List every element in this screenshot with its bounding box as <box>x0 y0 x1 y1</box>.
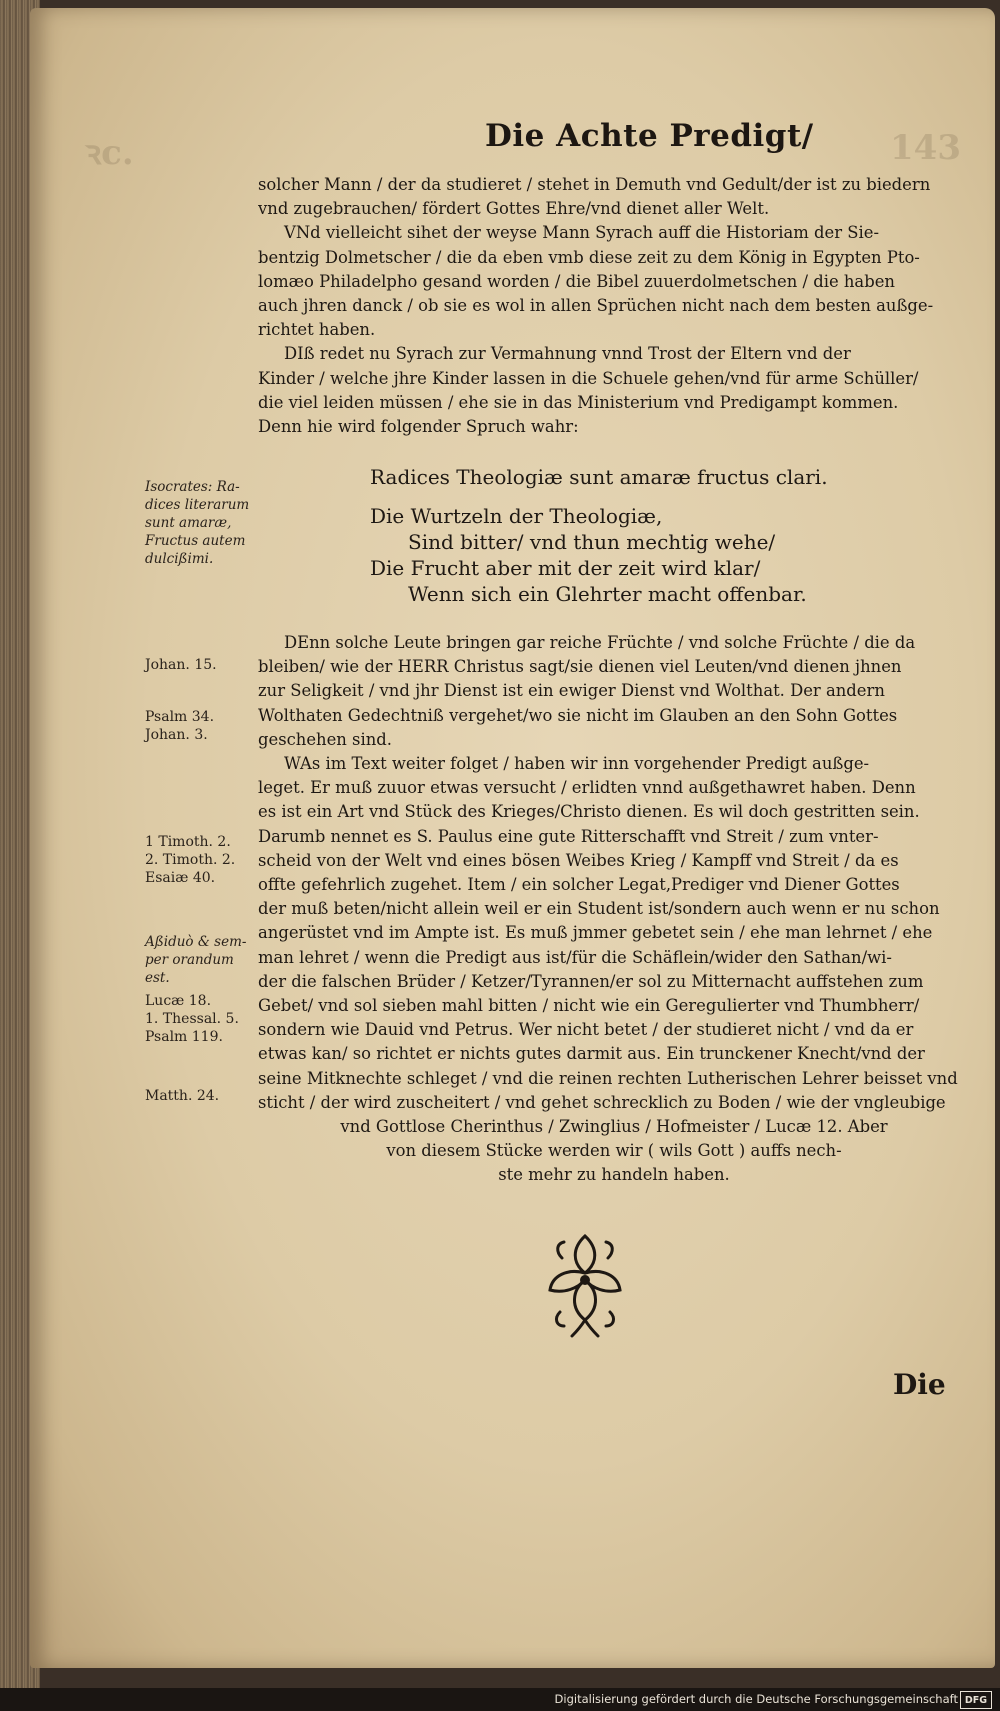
bleed-through-left: ꝛc. <box>85 133 134 173</box>
margin-line: Johan. 3. <box>145 727 208 743</box>
catchword: Die <box>893 1368 946 1401</box>
footer-credit: Digitalisierung gefördert durch die Deutsche Forschungsgemeinschaft <box>554 1692 958 1706</box>
margin-ref-psalm-34 <box>145 708 257 744</box>
margin-line: Matth. 24. <box>145 1088 220 1104</box>
text-line: bentzig Dolmetscher / die da eben vmb diese zeit zu dem König in Egypten Pto- <box>258 247 920 267</box>
margin-line: Psalm 34. <box>145 709 215 725</box>
text-line: etwas kan/ so richtet er nichts gutes darmit aus. Ein trunckener Knecht/vnd der <box>258 1044 925 1064</box>
margin-line: Isocrates: Ra- <box>145 479 240 495</box>
text-line: WAs im Text weiter folget / haben wir inn vorgehender Predigt außge- <box>284 754 870 774</box>
margin-ref-timoth <box>145 833 257 887</box>
verse-line: Sind bitter/ vnd thun mechtig wehe/ <box>408 530 776 554</box>
text-line: solcher Mann / der da studieret / stehet in Demuth vnd Gedult/der ist zu biedern <box>258 175 931 194</box>
text-line: seine Mitknechte schleget / vnd die reinen rechten Lutherischen Lehrer beisset vnd <box>258 1068 958 1088</box>
margin-line: Johan. 15. <box>145 657 217 673</box>
text-line: offte gefehrlich zugehet. Item / ein solcher Legat,Prediger vnd Diener Gottes <box>258 875 900 895</box>
text-line: scheid von der Welt vnd eines bösen Weibes Krieg / Kampff vnd Streit / da es <box>258 850 899 870</box>
margin-note-isocrates <box>145 478 257 568</box>
margin-line: 1. Thessal. 5. <box>145 1011 239 1027</box>
text-line: Kinder / welche jhre Kinder lassen in die Schuele gehen/vnd für arme Schüller/ <box>258 368 919 388</box>
text-line: angerüstet vnd im Ampte ist. Es muß jmmer gebetet sein / ehe man lehrnet / ehe <box>258 923 933 943</box>
margin-ref-johan-15 <box>145 656 257 674</box>
text-line: DEnn solche Leute bringen gar reiche Früchte / vnd solche Früchte / die da <box>284 633 916 652</box>
text-line: Wolthaten Gedechtniß vergehet/wo sie nicht im Glauben an den Sohn Gottes <box>258 705 898 725</box>
footer-bar <box>0 1688 1000 1711</box>
text-line: Gebet/ vnd sol sieben mahl bitten / nicht wie ein Geregulierter vnd Thumbherr/ <box>258 996 920 1016</box>
text-line: vnd zugebrauchen/ fördert Gottes Ehre/vnd dienet aller Welt. <box>258 199 770 219</box>
margin-line: sunt amaræ, <box>145 515 232 531</box>
margin-line: Fructus autem <box>145 533 246 549</box>
margin-line: Esaiæ 40. <box>145 870 216 886</box>
text-line: Darumb nennet es S. Paulus eine gute Ritterschafft vnd Streit / zum vnter- <box>258 826 879 846</box>
dfg-logo-icon: DFG <box>960 1691 992 1709</box>
closing-line: von diesem Stücke werden wir ( wils Gott ) auffs nech- <box>386 1141 842 1161</box>
text-line: man lehret / wenn die Predigt aus ist/für die Schäflein/wider den Sathan/wi- <box>258 947 892 967</box>
margin-note-assiduo <box>145 933 257 987</box>
bleed-through-right: 143 <box>890 128 961 168</box>
margin-line: Aßiduò & sem- <box>145 934 247 950</box>
text-line: sticht / der wird zuscheitert / vnd gehet schrecklich zu Boden / wie der vngleubige <box>258 1092 946 1112</box>
text-line: sondern wie Dauid vnd Petrus. Wer nicht betet / der studieret nicht / vnd da er <box>258 1020 914 1040</box>
margin-line: est. <box>145 970 170 986</box>
german-verse <box>370 503 807 607</box>
text-line: VNd vielleicht sihet der weyse Mann Syrach auff die Historiam der Sie- <box>284 223 879 243</box>
text-line: es ist ein Art vnd Stück des Krieges/Christo dienen. Es wil doch gestritten sein. <box>258 802 920 822</box>
margin-line: Lucæ 18. <box>145 993 212 1009</box>
page-title: Die Achte Predigt/ <box>485 118 814 154</box>
latin-verse: Radices Theologiæ sunt amaræ fructus clari. <box>370 465 828 489</box>
closing-line: vnd Gottlose Cherinthus / Zwinglius / Hofmeister / Lucæ 12. Aber <box>340 1117 888 1137</box>
text-line: die viel leiden müssen / ehe sie in das Ministerium vnd Predigampt kommen. <box>258 392 899 412</box>
text-line: zur Seligkeit / vnd jhr Dienst ist ein ewiger Dienst vnd Wolthat. Der andern <box>258 681 885 701</box>
margin-ref-lucae <box>145 992 257 1046</box>
margin-line: 1 Timoth. 2. <box>145 834 231 850</box>
verse-line: Wenn sich ein Glehrter macht offenbar. <box>408 582 807 606</box>
verse-line: Die Wurtzeln der Theologiæ, <box>370 504 663 528</box>
text-line: geschehen sind. <box>258 729 392 749</box>
margin-line: Psalm 119. <box>145 1029 223 1045</box>
margin-line: dices literarum <box>145 497 250 513</box>
margin-line: per orandum <box>145 952 234 968</box>
text-line: Denn hie wird folgender Spruch wahr: <box>258 417 579 437</box>
margin-line: dulcißimi. <box>145 551 214 567</box>
text-line: DIß redet nu Syrach zur Vermahnung vnnd Trost der Eltern vnd der <box>284 344 851 364</box>
paragraph-block-2 <box>258 631 970 1188</box>
closing-line: ste mehr zu handeln haben. <box>498 1165 730 1185</box>
text-line: der muß beten/nicht allein weil er ein Student ist/sondern auch wenn er nu schon <box>258 899 940 919</box>
floral-ornament-icon <box>542 1228 628 1340</box>
margin-ref-matth <box>145 1087 257 1105</box>
text-line: lomæo Philadelpho gesand worden / die Bibel zuuerdolmetschen / die haben <box>258 271 895 291</box>
text-line: auch jhren danck / ob sie es wol in allen Sprüchen nicht nach dem besten außge- <box>258 296 934 316</box>
verse-line: Die Frucht aber mit der zeit wird klar/ <box>370 556 761 580</box>
text-line: bleiben/ wie der HERR Christus sagt/sie dienen viel Leuten/vnd dienen jhnen <box>258 657 902 677</box>
text-line: der die falschen Brüder / Ketzer/Tyrannen/er sol zu Mitternacht auffstehen zum <box>258 971 924 991</box>
margin-line: 2. Timoth. 2. <box>145 852 236 868</box>
paragraph-block-1 <box>258 173 970 439</box>
text-line: richtet haben. <box>258 320 376 340</box>
text-line: leget. Er muß zuuor etwas versucht / erlidten vnnd außgethawret haben. Denn <box>258 778 916 798</box>
